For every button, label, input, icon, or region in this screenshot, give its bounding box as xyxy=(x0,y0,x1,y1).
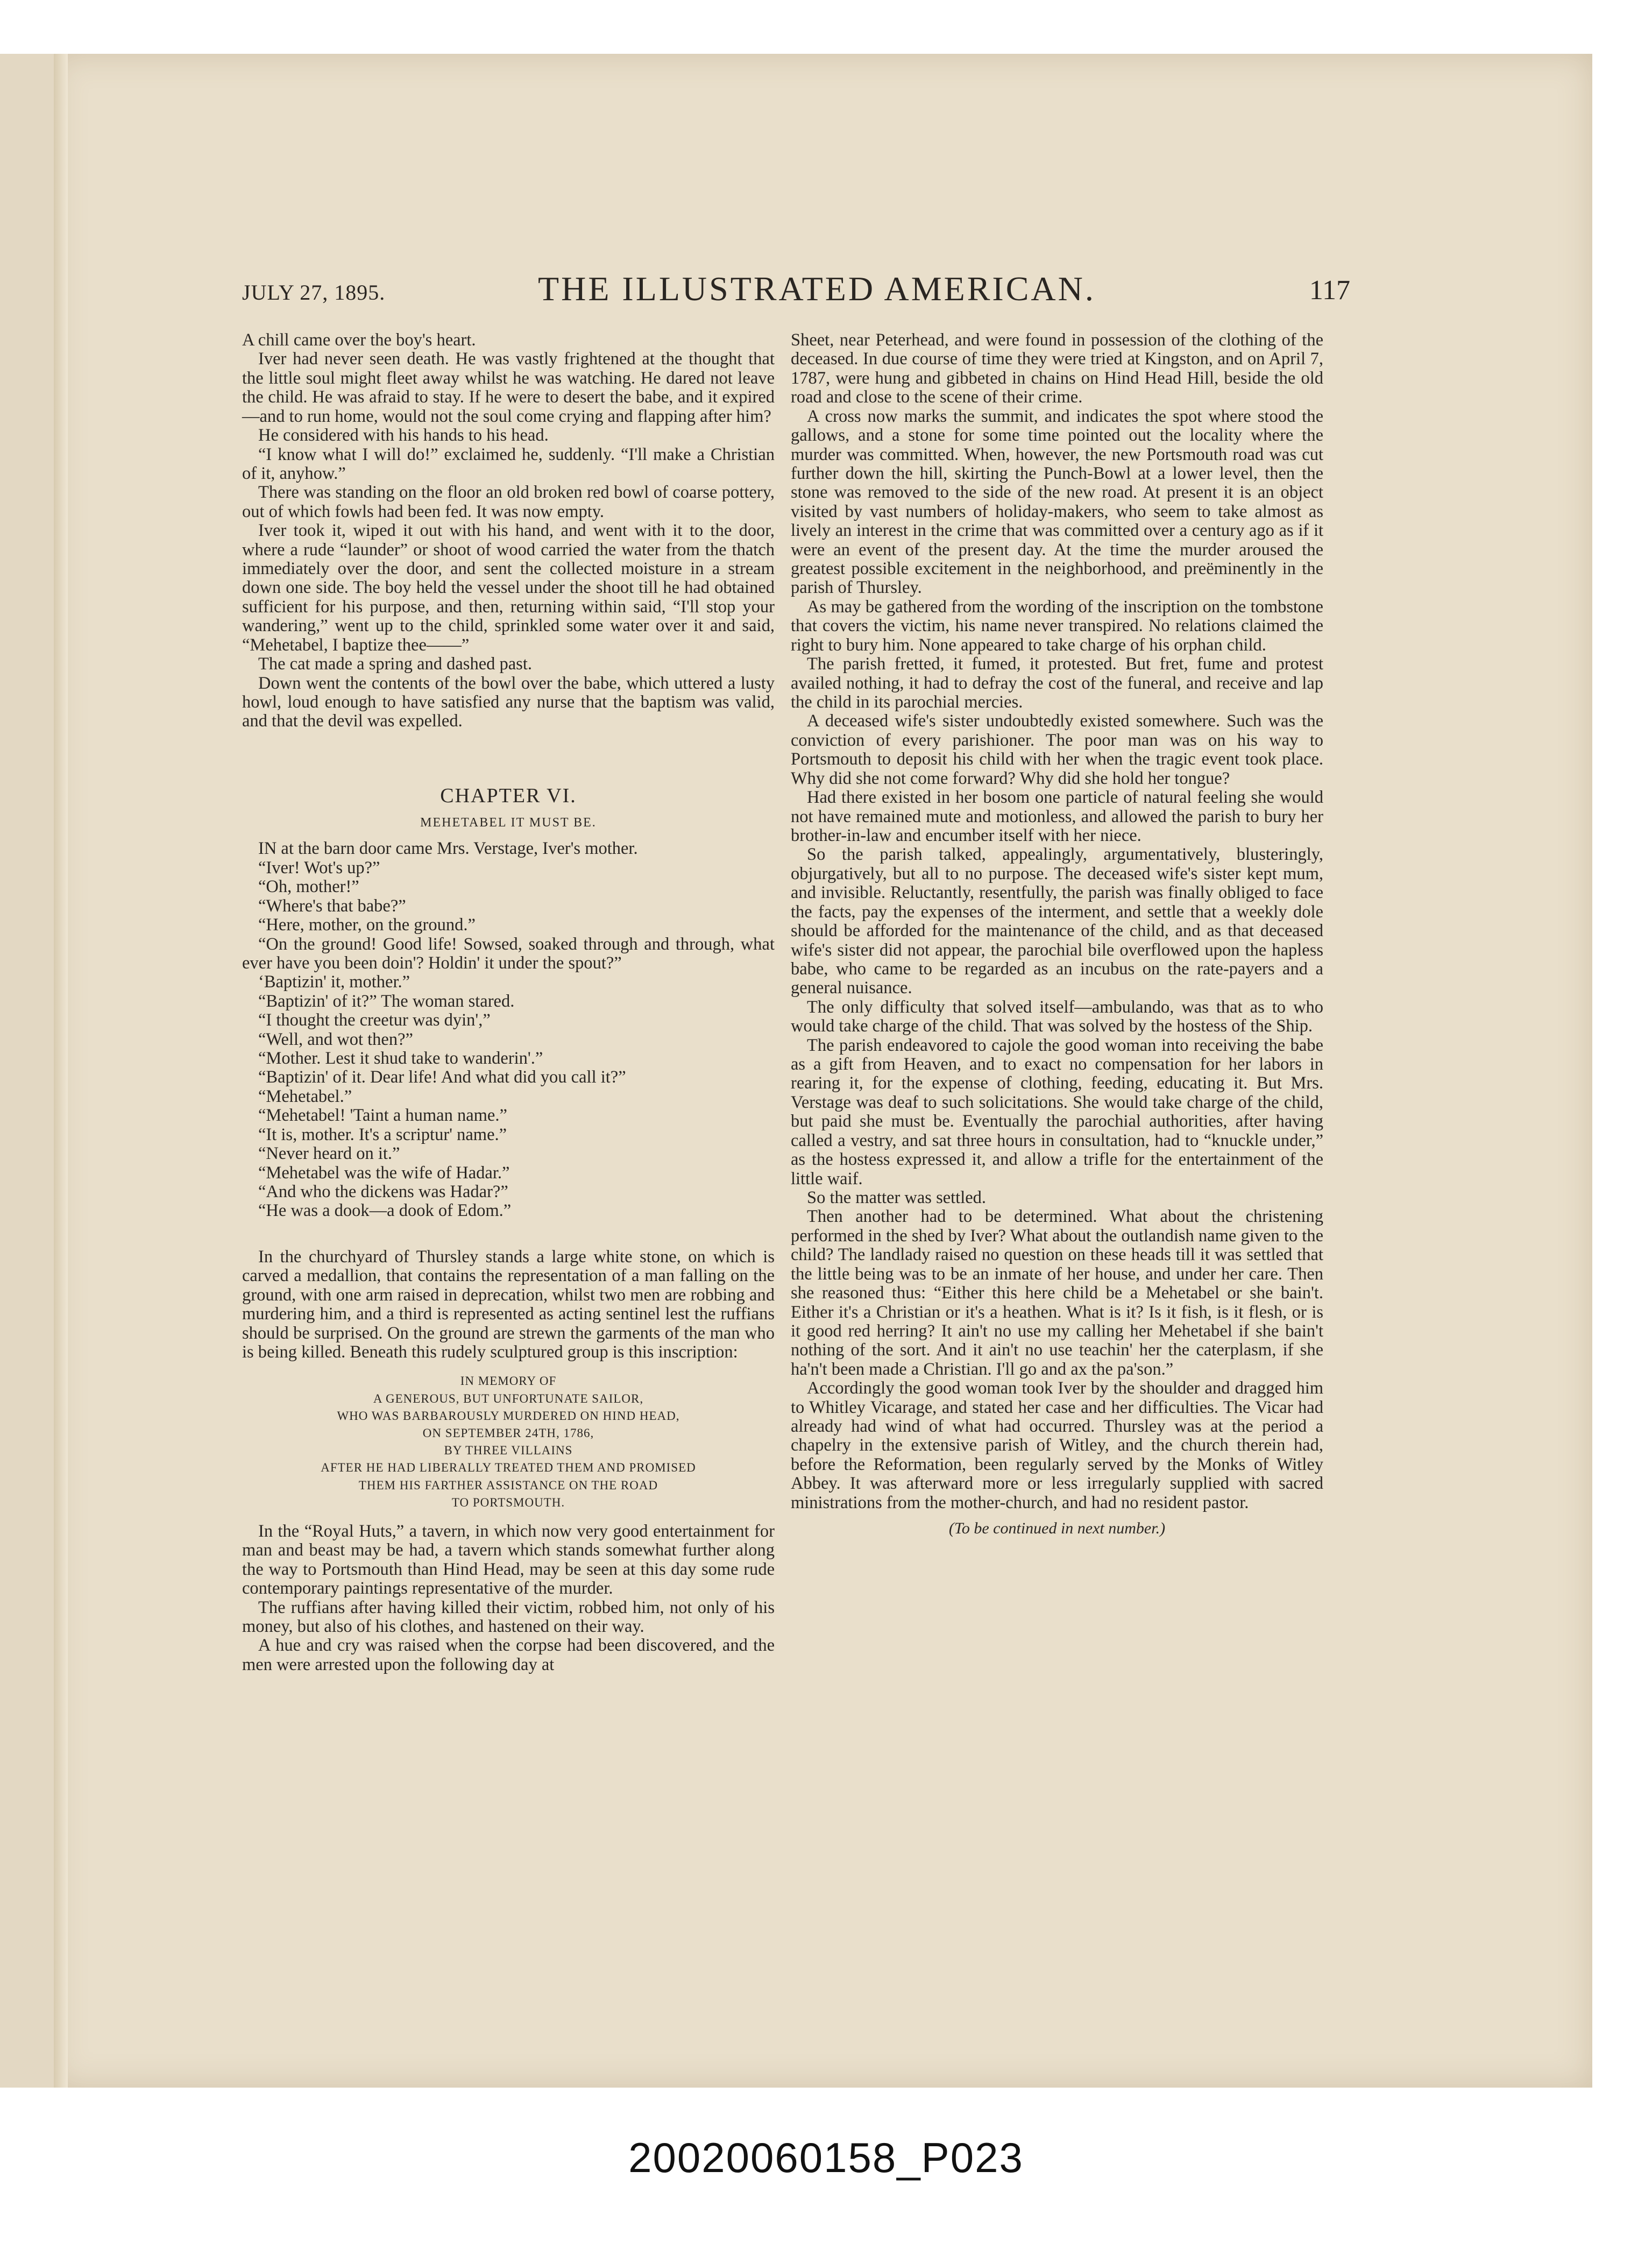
dialogue-line: “And who the dickens was Hadar?” xyxy=(258,1182,508,1202)
inscription-line: THEM HIS FARTHER ASSISTANCE ON THE ROAD xyxy=(358,1478,658,1492)
page-number: 117 xyxy=(1309,275,1350,306)
paragraph: So the matter was settled. xyxy=(807,1187,987,1207)
paragraph: A chill came over the boy's heart. xyxy=(242,330,476,350)
paragraph: A deceased wife's sister undoubtedly existed somewhere. Such was the conviction of every parishioner. The poor man was on his way to Portsmouth to deposit his child with her when the tragic event took place. Why did she not come forward? Why did she hold her tongue? xyxy=(791,711,1323,788)
dialogue-line: “Well, and wot then?” xyxy=(258,1029,413,1049)
left-column xyxy=(242,331,775,1674)
paragraph: The parish fretted, it fumed, it protested. But fret, fume and protest availed nothing, it had to defray the cost of the funeral, and receive and lap the child in its parochial mercies. xyxy=(791,654,1323,712)
inscription-line: BY THREE VILLAINS xyxy=(444,1444,573,1458)
paragraph: Down went the contents of the bowl over the babe, which uttered a lusty howl, loud enough to have satisfied any nurse that the baptism was valid, and that the devil was expelled. xyxy=(242,673,775,731)
dialogue-line: IN at the barn door came Mrs. Verstage, Iver's mother. xyxy=(258,839,638,859)
paragraph: So the parish talked, appealingly, argumentatively, blusteringly, objurgatively, but all to no purpose. The deceased wife's sister kept mum, and invisible. Reluctantly, resentfully, the parish was finally obliged to face the facts, pay the expenses of the interment, and settle that a weekly dole should be afforded for the maintenance of the child, and as that deceased wife's sister did not appear, the parochial bile overflowed upon the hapless babe, who came to be regarded as an incubus on the rate-payers and a general nuisance. xyxy=(791,845,1323,998)
inscription-line: WHO WAS BARBAROUSLY MURDERED ON HIND HEAD, xyxy=(337,1409,680,1423)
paragraph: “I know what I will do!” exclaimed he, suddenly. “I'll make a Christian of it, anyhow.” xyxy=(242,444,775,483)
dialogue-line: “On the ground! Good life! Sowsed, soaked through and through, what ever have you been doin'? Holdin' it under the spout?” xyxy=(242,934,775,973)
dialogue-line: “Mehetabel was the wife of Hadar.” xyxy=(258,1163,510,1183)
paragraph: Accordingly the good woman took Iver by the shoulder and dragged him to Whitley Vicarage, and stated her case and her difficulties. The Vicar had already had wind of what had occurred. Thursley was at the period a chapelry in the extensive parish of Witley, and the church therein had, before the Reformation, been regularly served by the Monks of Witley Abbey. It was afterward more or less irregularly supplied with sacred ministrations from the mother-church, and had no resident pastor. xyxy=(791,1378,1323,1512)
dialogue-line: “Mehetabel! 'Taint a human name.” xyxy=(258,1106,507,1126)
publication-title: THE ILLUSTRATED AMERICAN. xyxy=(538,270,1096,308)
paragraph: Iver had never seen death. He was vastly frightened at the thought that the little soul might fleet away whilst he was watching. He dared not leave the child. He was afraid to stay. If he were to desert the babe, and it expired—and to run home, would not the soul come crying and flapping after him? xyxy=(242,349,775,426)
dialogue-line: “He was a dook—a dook of Edom.” xyxy=(258,1201,512,1221)
tombstone-inscription xyxy=(242,1373,775,1511)
paragraph: Sheet, near Peterhead, and were found in possession of the clothing of the deceased. In due course of time they were tried at Kingston, and on April 7, 1787, were hung and gibbeted in chains on Hind Head Hill, beside the old road and close to the scene of their crime. xyxy=(791,330,1323,407)
paragraph: The parish endeavored to cajole the good woman into receiving the babe as a gift from Heaven, and to exact no compensation for her labors in rearing it, for the expense of clothing, feeding, educating it. But Mrs. Verstage was deaf to such solicitations. She would take charge of the child, but paid she must be. Eventually the parochial authorities, after having called a vestry, and sat three hours in consultation, had to “knuckle under,” as the hostess expressed it, and allow a trifle for the entertainment of the little waif. xyxy=(791,1035,1323,1189)
right-column xyxy=(791,331,1323,1538)
archive-id-caption: 20020060158_P023 xyxy=(628,2134,1024,2181)
inscription-line: AFTER HE HAD LIBERALLY TREATED THEM AND PROMISED xyxy=(321,1461,696,1475)
dialogue-line: “Where's that babe?” xyxy=(258,896,406,916)
inscription-line: ON SEPTEMBER 24TH, 1786, xyxy=(422,1426,594,1440)
dialogue-line: “It is, mother. It's a scriptur' name.” xyxy=(258,1125,507,1144)
inscription-line: TO PORTSMOUTH. xyxy=(451,1495,565,1509)
inscription-line: IN MEMORY OF xyxy=(460,1374,557,1388)
paragraph: Iver took it, wiped it out with his hand, and went with it to the door, where a rude “launder” or shoot of wood carried the water from the thatch immediately over the door, and sent the collected moisture in a stream down one side. The boy held the vessel under the shoot till he had obtained sufficient for his purpose, and then, returning within said, “I'll stop your wandering,” went up to the child, sprinkled some water over it and said, “Mehetabel, I baptize thee——” xyxy=(242,521,775,655)
chapter-heading: CHAPTER VI. xyxy=(440,784,577,807)
paragraph: There was standing on the floor an old broken red bowl of coarse pottery, out of which fowls had been fed. It was now empty. xyxy=(242,483,775,521)
paragraph: In the churchyard of Thursley stands a large white stone, on which is carved a medallion, that contains the representation of a man falling on the ground, with one arm raised in deprecation, whilst two men are robbing and murdering him, and a third is represented as acting sentinel lest the ruffians should be surprised. On the ground are strewn the garments of the man who is being killed. Beneath this rudely sculptured group is this inscription: xyxy=(242,1247,775,1362)
dialogue-line: “Mehetabel.” xyxy=(258,1086,352,1106)
facing-page-edge xyxy=(0,54,54,2088)
paragraph: The only difficulty that solved itself—ambulando, was that as to who would take charge of the child. That was solved by the hostess of the Ship. xyxy=(791,997,1323,1036)
dialogue-line: “Baptizin' of it?” The woman stared. xyxy=(258,991,515,1011)
dialogue-line: “Never heard on it.” xyxy=(258,1144,400,1164)
inscription-line: A GENEROUS, BUT UNFORTUNATE SAILOR, xyxy=(373,1391,644,1405)
dialogue-line: “Oh, mother!” xyxy=(258,877,359,897)
paragraph: A hue and cry was raised when the corpse had been discovered, and the men were arrested upon the following day at xyxy=(242,1636,775,1674)
continued-note: (To be continued in next number.) xyxy=(948,1519,1166,1538)
paragraph: A cross now marks the summit, and indicates the spot where stood the gallows, and a stone for some time pointed out the locality where the murder was committed. When, however, the new Portsmouth road was cut further down the hill, skirting the Punch-Bowl at a lower level, then the stone was removed to the side of the new road. At present it is an object visited by vast numbers of holiday-makers, who seem to take almost as lively an interest in the crime that was committed over a century ago as if it were an event of the present day. At the time the murder aroused the greatest possible excitement in the neighborhood, and preëminently in the parish of Thursley. xyxy=(791,406,1323,598)
paragraph: As may be gathered from the wording of the inscription on the tombstone that covers the victim, his name never transpired. No relations claimed the right to bury him. None appeared to take charge of his orphan child. xyxy=(791,597,1323,655)
paragraph: The ruffians after having killed their victim, robbed him, not only of his money, but also of his clothes, and hastened on their way. xyxy=(242,1597,775,1636)
chapter-subtitle: MEHETABEL IT MUST BE. xyxy=(420,816,597,830)
dialogue-line: “I thought the creetur was dyin',” xyxy=(258,1010,491,1030)
dialogue-line: “Here, mother, on the ground.” xyxy=(258,915,476,935)
paragraph: In the “Royal Huts,” a tavern, in which now very good entertainment for man and beast may be had, a tavern which stands somewhat further along the way to Portsmouth than Hind Head, may be seen at this day some rude contemporary paintings representative of the murder. xyxy=(242,1521,775,1599)
dialogue-line: “Mother. Lest it shud take to wanderin'.” xyxy=(258,1049,543,1069)
dialogue-line: “Baptizin' of it. Dear life! And what did you call it?” xyxy=(258,1067,626,1087)
dialogue-line: ‘Baptizin' it, mother.” xyxy=(258,972,410,992)
paragraph: Had there existed in her bosom one particle of natural feeling she would not have remained mute and motionless, and allowed the parish to bury her brother-in-law and encumber itself with her niece. xyxy=(791,788,1323,845)
issue-date: JULY 27, 1895. xyxy=(242,280,386,305)
paragraph: The cat made a spring and dashed past. xyxy=(258,654,532,674)
running-header xyxy=(242,264,1350,323)
paragraph: Then another had to be determined. What about the christening performed in the shed by Iver? What about the outlandish name given to the child? The landlady raised no question on these heads till it was settled that the little being was to be an inmate of her house, and under her care. Then she reasoned thus: “Either this here child be a Mehetabel or she bain't. Either it's a Christian or it's a heathen. What is it? Is it fish, is it flesh, or is it good red herring? It ain't no use my calling her Mehetabel if she bain't nothing of the sort. And it ain't no use teachin' her the caterplasm, if she ha'n't been made a Christian. I'll go and ax the pa'son.” xyxy=(791,1207,1323,1379)
dialogue-line: “Iver! Wot's up?” xyxy=(258,858,380,878)
page-gutter xyxy=(54,54,68,2088)
paragraph: He considered with his hands to his head. xyxy=(258,426,549,445)
